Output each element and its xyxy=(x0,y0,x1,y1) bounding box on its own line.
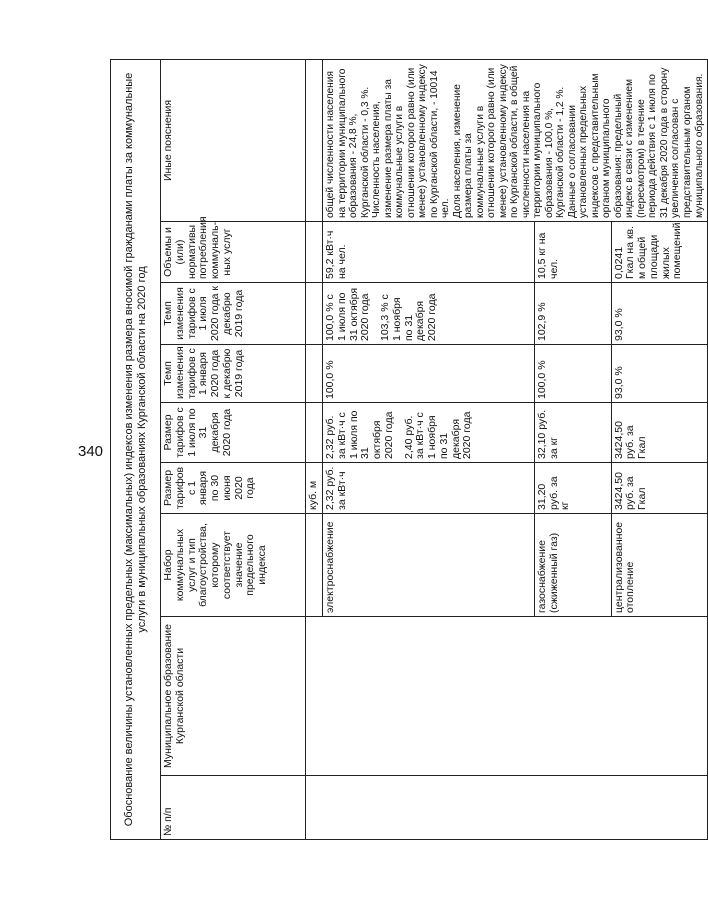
tariff2-gas: 32,10 руб. за кг xyxy=(534,403,611,463)
header-rate-jan: Темп изменения тарифов с 1 января 2020 года к декабрю 2019 года xyxy=(161,345,306,403)
service-heating: централизованное отопление xyxy=(611,514,707,617)
prev-service-cell xyxy=(306,514,323,617)
rate2-period-2: 103,3 % с 1 ноября по 31 декабря 2020 года xyxy=(379,293,438,341)
note-3: Доля населения, изменение размера платы за коммунальные услуги в отношении которого равно (или менее) установленному индексу по Курганской области, в общей численности населения на территории муниципального образования - 100,0 %, Курганской области - 1,2 %. xyxy=(451,64,567,218)
notes-cell xyxy=(323,59,708,221)
service-gas: газоснабжение (сжиженный газ) xyxy=(534,514,611,617)
prev-cell xyxy=(306,283,323,345)
note-4: Данные о согласовании установленных предельных индексов с представительным органом муниципального образования: предельный индекс в связи с изменением (пересмотром) в течение периода действия с 1 июля по 31 декабря 2020 года в сторону увеличения согласован с представительным органом муниципального образования. xyxy=(566,67,705,218)
prev-cell xyxy=(306,403,323,463)
rate2-electricity xyxy=(323,283,535,345)
rate1-electricity: 100,0 % xyxy=(323,345,535,403)
tariff2-period-2: 2,40 руб. за кВт·ч с 1 ноября по 31 декабря 2020 года xyxy=(402,411,474,459)
tariff1-heating: 3424,50 руб. за Гкал xyxy=(611,463,707,514)
header-volumes: Объемы и (или) нормативы потребления коммуналь-ных услуг xyxy=(161,222,306,283)
note-1: общей численности населения на территории муниципального образования - 24,8 %, Курганской области - 0,3 %. xyxy=(325,68,371,218)
tariff-index-table xyxy=(110,59,708,840)
num-cell xyxy=(306,776,708,840)
header-tariff-jul-dec: Размер тарифов с 1 июля по 31 декабря 2020 года xyxy=(161,403,306,463)
prev-cell xyxy=(306,59,323,221)
tariff2-electricity xyxy=(323,403,535,463)
rate2-heating: 93,0 % xyxy=(611,283,707,345)
service-electricity: электроснабжение xyxy=(323,514,535,617)
prev-unit-cell: куб. м xyxy=(306,463,323,514)
header-notes: Иные пояснения xyxy=(161,59,306,221)
rate1-heating: 93,0 % xyxy=(611,345,707,403)
rate1-gas: 100,0 % xyxy=(534,345,611,403)
municipality-cell xyxy=(306,617,708,776)
volume-gas: 10,5 кг на чел. xyxy=(534,222,611,283)
header-tariff-jan-jun: Размер тарифов с 1 января по 30 июня 2020 года xyxy=(161,463,306,514)
header-num: № п/п xyxy=(161,776,306,840)
rotated-document-page xyxy=(110,60,705,840)
header-service-set: Набор коммунальных услуг и тип благоустройства, которому соответствует значение предельного индекса xyxy=(161,514,306,617)
prev-cell xyxy=(306,222,323,283)
header-rate-jul: Темп изменения тарифов с 1 июля 2020 года к декабрю 2019 года xyxy=(161,283,306,345)
header-municipality: Муниципальное образование Курганской области xyxy=(161,617,306,776)
volume-electricity: 59,2 кВт·ч на чел. xyxy=(323,222,535,283)
page-number: 340 xyxy=(78,443,104,460)
tariff1-gas: 31,20 руб. за кг xyxy=(534,463,611,514)
tariff2-heating: 3424,50 руб. за Гкал xyxy=(611,403,707,463)
tariff2-period-1: 2,32 руб. за кВт·ч с 1 июля по 31 октября 2020 года xyxy=(324,410,395,459)
tariff1-electricity: 2,32 руб. за кВт·ч xyxy=(323,463,535,514)
note-2: Численность населения, изменение размера платы за коммунальные услуги в отношении которого равно (или менее) установленному индексу по Курганской области, - 10014 чел. xyxy=(371,64,452,218)
rate2-gas: 102,9 % xyxy=(534,283,611,345)
prev-cell xyxy=(306,345,323,403)
rate2-period-1: 100,0 % с 1 июля по 31 октября 2020 года xyxy=(324,287,372,341)
volume-heating: 0,0241 Гкал на кв. м общей площади жилых помещений xyxy=(611,222,707,283)
table-title: Обоснование величины установленных предельных (максимальных) индексов изменения размера вносимой гражданами платы за коммунальные услуги в муниципальных образованиях Курганской области на 2020 год xyxy=(111,59,161,839)
